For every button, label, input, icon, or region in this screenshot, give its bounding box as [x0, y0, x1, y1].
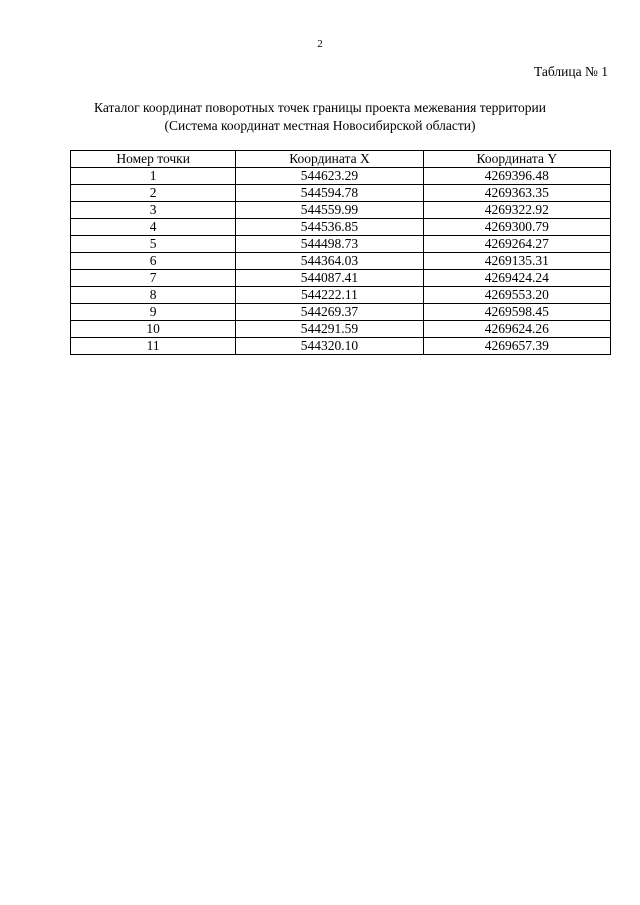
- cell-point-number: 7: [71, 270, 236, 287]
- table-row: [71, 270, 611, 287]
- cell-point-number: 5: [71, 236, 236, 253]
- table-caption: [0, 99, 640, 135]
- table-row: [71, 321, 611, 338]
- cell-coordinate-y: 4269553.20: [423, 287, 610, 304]
- cell-point-number: 2: [71, 185, 236, 202]
- table-row: [71, 185, 611, 202]
- cell-point-number: 11: [71, 338, 236, 355]
- cell-point-number: 9: [71, 304, 236, 321]
- cell-point-number: 8: [71, 287, 236, 304]
- header-coordinate-y: Координата Y: [423, 151, 610, 168]
- cell-coordinate-y: 4269396.48: [423, 168, 610, 185]
- cell-coordinate-y: 4269300.79: [423, 219, 610, 236]
- table-label: Таблица № 1: [534, 64, 608, 79]
- cell-coordinate-x: 544594.78: [236, 185, 423, 202]
- cell-coordinate-y: 4269363.35: [423, 185, 610, 202]
- cell-coordinate-x: 544364.03: [236, 253, 423, 270]
- table-row: [71, 202, 611, 219]
- cell-coordinate-y: 4269624.26: [423, 321, 610, 338]
- cell-point-number: 1: [71, 168, 236, 185]
- cell-coordinate-y: 4269264.27: [423, 236, 610, 253]
- cell-coordinate-x: 544291.59: [236, 321, 423, 338]
- cell-coordinate-x: 544623.29: [236, 168, 423, 185]
- cell-coordinate-x: 544536.85: [236, 219, 423, 236]
- table-row: [71, 304, 611, 321]
- caption-line-1: Каталог координат поворотных точек границы проекта межевания территории: [94, 100, 546, 115]
- table-header-row: [71, 151, 611, 168]
- cell-coordinate-x: 544269.37: [236, 304, 423, 321]
- table-row: [71, 168, 611, 185]
- coordinates-table: [70, 150, 611, 355]
- cell-point-number: 6: [71, 253, 236, 270]
- cell-coordinate-x: 544320.10: [236, 338, 423, 355]
- table-row: [71, 219, 611, 236]
- cell-coordinate-x: 544087.41: [236, 270, 423, 287]
- cell-coordinate-y: 4269424.24: [423, 270, 610, 287]
- cell-coordinate-y: 4269135.31: [423, 253, 610, 270]
- cell-point-number: 3: [71, 202, 236, 219]
- table-row: [71, 338, 611, 355]
- cell-coordinate-y: 4269657.39: [423, 338, 610, 355]
- cell-point-number: 10: [71, 321, 236, 338]
- table-row: [71, 253, 611, 270]
- cell-coordinate-y: 4269322.92: [423, 202, 610, 219]
- cell-coordinate-x: 544498.73: [236, 236, 423, 253]
- cell-coordinate-x: 544559.99: [236, 202, 423, 219]
- page-number: 2: [317, 38, 323, 50]
- header-point-number: Номер точки: [71, 151, 236, 168]
- table-row: [71, 236, 611, 253]
- header-coordinate-x: Координата X: [236, 151, 423, 168]
- caption-line-2: (Система координат местная Новосибирской области): [164, 118, 476, 133]
- cell-coordinate-y: 4269598.45: [423, 304, 610, 321]
- cell-coordinate-x: 544222.11: [236, 287, 423, 304]
- table-row: [71, 287, 611, 304]
- cell-point-number: 4: [71, 219, 236, 236]
